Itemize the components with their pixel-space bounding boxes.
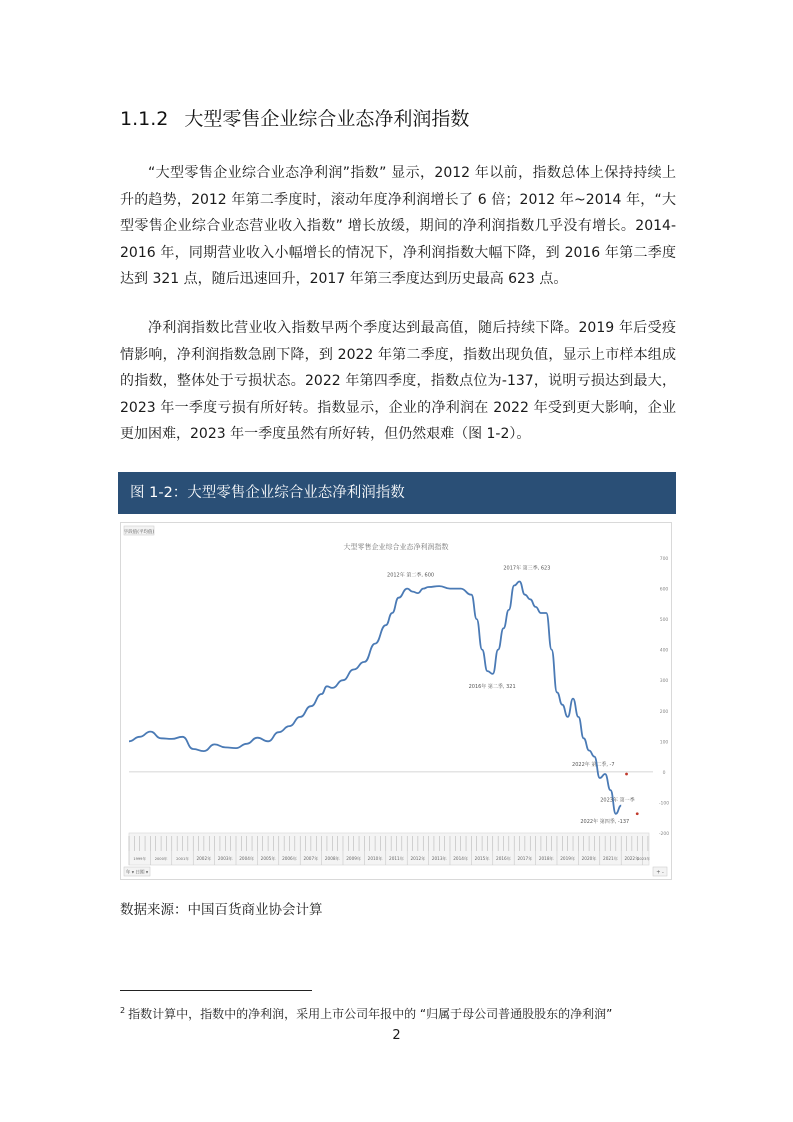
y-tick-label: 0 — [662, 770, 666, 776]
y-tick-label: 100 — [659, 740, 669, 746]
page-number: 2 — [392, 1028, 401, 1043]
annotation-label: 2022年 第二季, -7 — [572, 762, 615, 769]
footnote-mark: 2 — [120, 1006, 126, 1015]
x-year-label: 2019年 — [560, 856, 576, 861]
x-year-label: 2001年 — [176, 857, 189, 861]
y-tick-label: 600 — [659, 587, 669, 593]
x-year-label: 2015年 — [474, 856, 490, 861]
x-year-label: 2010年 — [367, 856, 383, 861]
x-year-label: 2008年 — [324, 856, 340, 861]
y-tick-label: 200 — [659, 709, 669, 715]
paragraph-1: “大型零售企业综合业态净利润”指数” 显示，2012 年以前，指数总体上保持持续上升的趋势，2012 年第二季度时，滚动年度净利润增长了 6 倍；2012 年~2014 年，“大型零售企业综合业态营业收入指数” 增长放缓，期间的净利润指数几乎没有增长。2014-2016 年，同期营业收入小幅增长的情况下，净利润指数大幅下降，到 2016 年第二季度达到 321 点，随后迅速回升，2017 年第三季度达到历史最高 623 点。 — [120, 165, 676, 287]
annotation-label: 2012年 第二季, 600 — [387, 572, 435, 579]
x-year-label: 2002年 — [196, 856, 212, 861]
x-year-label: 2014年 — [453, 856, 469, 861]
x-year-label: 2009年 — [346, 856, 362, 861]
x-year-label: 2023年 — [637, 857, 651, 861]
annotation-label: 2022年 第四季, -137 — [580, 818, 630, 825]
section-title: 大型零售企业综合业态净利润指数 — [184, 108, 470, 130]
chart-title: 大型零售企业综合业态净利润指数 — [343, 543, 449, 551]
x-year-label: 2000年 — [154, 857, 168, 861]
footnote-rule — [120, 990, 312, 991]
section-heading — [120, 104, 469, 131]
y-tick-label: 400 — [659, 648, 669, 654]
annotation-marker — [636, 812, 639, 815]
figure-banner: 图 1-2：大型零售企业综合业态净利润指数 — [118, 472, 676, 514]
x-year-label: 2021年 — [603, 856, 618, 861]
y-tick-label: 300 — [659, 679, 669, 685]
chart-container — [120, 522, 672, 880]
net-profit-index-chart — [121, 523, 671, 879]
x-year-label: 2003年 — [217, 856, 233, 861]
x-year-label: 2016年 — [496, 856, 511, 861]
annotation-label: 2017年 第三季, 623 — [503, 565, 551, 572]
x-year-label: 2004年 — [239, 856, 255, 861]
series-line — [129, 582, 621, 814]
annotation-label: 2023年 第一季 — [600, 797, 635, 804]
x-year-label: 2017年 — [517, 856, 533, 861]
data-source: 数据来源：中国百货商业协会计算 — [120, 902, 323, 918]
x-year-label: 2020年 — [581, 856, 597, 861]
x-year-label: 2013年 — [431, 856, 447, 861]
annotation-label: 2016年 第二季, 321 — [468, 683, 516, 690]
paragraph-2: 净利润指数比营业收入指数早两个季度达到最高值，随后持续下降。2019 年后受疫情影响，净利润指数急剧下降，到 2022 年第二季度，指数出现负值，显示上市样本组成的指数，整体处于亏损状态。2022 年第四季度，指数点位为-137，说明亏损达到最大，2023 年一季度亏损有所好转。指数显示，企业的净利润在 2022 年受到更大影响，企业更加困难，2023 年一季度虽然有所好转，但仍然艰难（图 1-2）。 — [120, 320, 676, 442]
x-year-label: 2006年 — [282, 856, 297, 861]
y-tick-label: 500 — [659, 618, 669, 624]
field-value-badge-label: 字段值(平均值) — [123, 530, 155, 535]
x-year-label: 2012年 — [410, 856, 426, 861]
x-year-label: 1999年 — [133, 857, 147, 861]
y-tick-label: -100 — [658, 801, 670, 807]
footnote-text: 指数计算中，指数中的净利润，采用上市公司年报中的 “归属于母公司普通股股东的净利润” — [128, 1007, 613, 1021]
footnote — [120, 1005, 612, 1022]
x-year-label: 2007年 — [303, 856, 319, 861]
y-tick-label: 700 — [659, 557, 669, 562]
date-level-label: 年 ▾ 日期 ▾ — [125, 870, 149, 876]
zoom-control-label: + - — [656, 869, 664, 876]
x-year-label: 2022年 — [624, 856, 640, 861]
section-number: 1.1.2 — [120, 108, 169, 130]
x-year-label: 2011年 — [389, 856, 404, 861]
y-tick-label: -200 — [658, 832, 670, 837]
x-year-label: 2005年 — [260, 856, 276, 861]
x-year-label: 2018年 — [538, 856, 554, 861]
annotation-marker — [625, 773, 628, 776]
